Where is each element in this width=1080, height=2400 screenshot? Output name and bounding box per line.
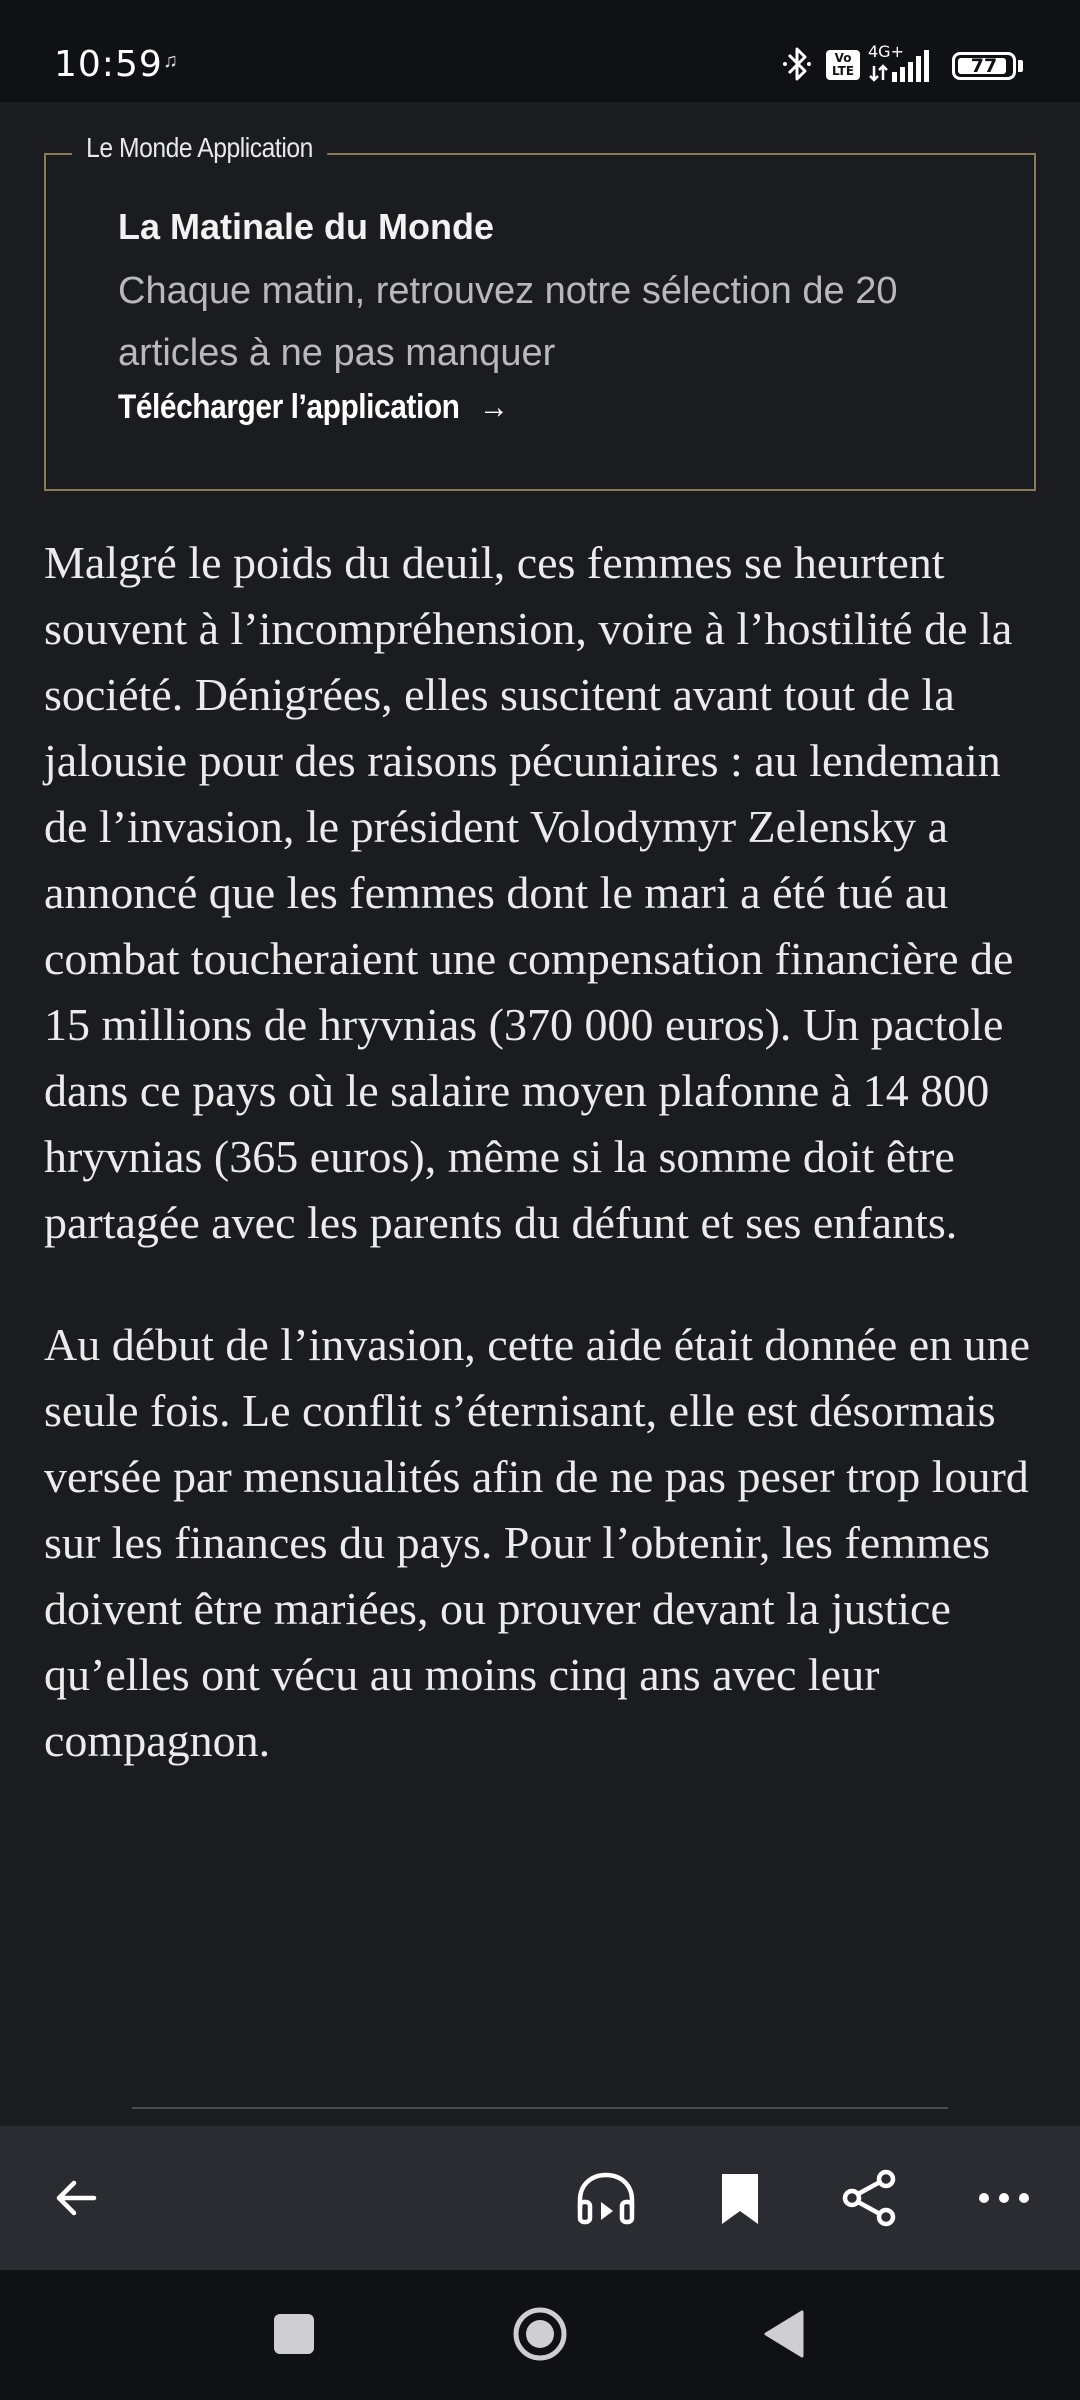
divider [132,2107,948,2109]
bookmark-icon [708,2166,772,2230]
download-app-link[interactable] [118,388,508,427]
more-icon [972,2166,1036,2230]
volte-icon: Vo LTE [826,50,860,80]
battery-icon [952,52,1016,80]
promo-description: Chaque matin, retrouvez notre sélection de 20 articles à ne pas manquer [118,270,898,374]
share-button[interactable] [838,2166,902,2230]
recents-square-icon [262,2302,326,2366]
battery-level-label: 77 [970,55,998,77]
back-triangle-icon [754,2302,818,2366]
network-type-label: 4G+ [868,42,904,61]
back-button[interactable] [46,2166,110,2230]
system-nav-bar [0,2270,1080,2400]
status-bar [0,0,1080,102]
system-back-button[interactable] [754,2302,818,2366]
status-time: 10:59 [54,44,163,85]
headphones-icon [574,2166,638,2230]
bookmark-button[interactable] [708,2166,772,2230]
article-paragraph: Au début de l’invasion, cette aide était donnée en une seule fois. Le conflit s’éternisant, elle est désormais versée par mensualités afin de ne pas peser trop lourd sur les finances du pays. Pour l’obtenir, les femmes doivent être mariées, ou prouver devant la justice qu’elles ont vécu au moins cinq ans avec leur compagnon. [44,1319,1031,1766]
download-app-label: Télécharger l’application [118,388,460,426]
promo-legend: Le Monde Application [72,132,327,164]
home-button[interactable] [508,2302,572,2366]
signal-icon [868,44,938,84]
promo-title: La Matinale du Monde [118,206,495,247]
share-icon [838,2166,902,2230]
article-paragraph: Malgré le poids du deuil, ces femmes se heurtent souvent à l’incompréhension, voire à l’hostilité de la société. Dénigrées, elles suscitent avant tout de la jalousie pour des raisons pécuniaires : au lendemain de l’invasion, le président Volodymyr Zelensky a annoncé que les femmes dont le mari a été tué au combat toucheraient une compensation financière de 15 millions de hryvnias (370 000 euros). Un pactole dans ce pays où le salaire moyen plafonne à 14 800 hryvnias (365 euros), même si la somme doit être partagée avec les parents du défunt et ses enfants. [44,537,1014,1248]
music-note-icon: ♫ [163,50,178,72]
arrow-right-icon: → [478,388,509,426]
home-circle-icon [508,2302,572,2366]
recents-button[interactable] [262,2302,326,2366]
article-body [44,530,1044,1830]
bluetooth-icon [780,44,814,84]
article-toolbar [0,2126,1080,2270]
more-button[interactable] [972,2166,1036,2230]
battery-tip [1018,60,1023,72]
listen-button[interactable] [574,2166,638,2230]
back-arrow-icon [46,2166,110,2230]
